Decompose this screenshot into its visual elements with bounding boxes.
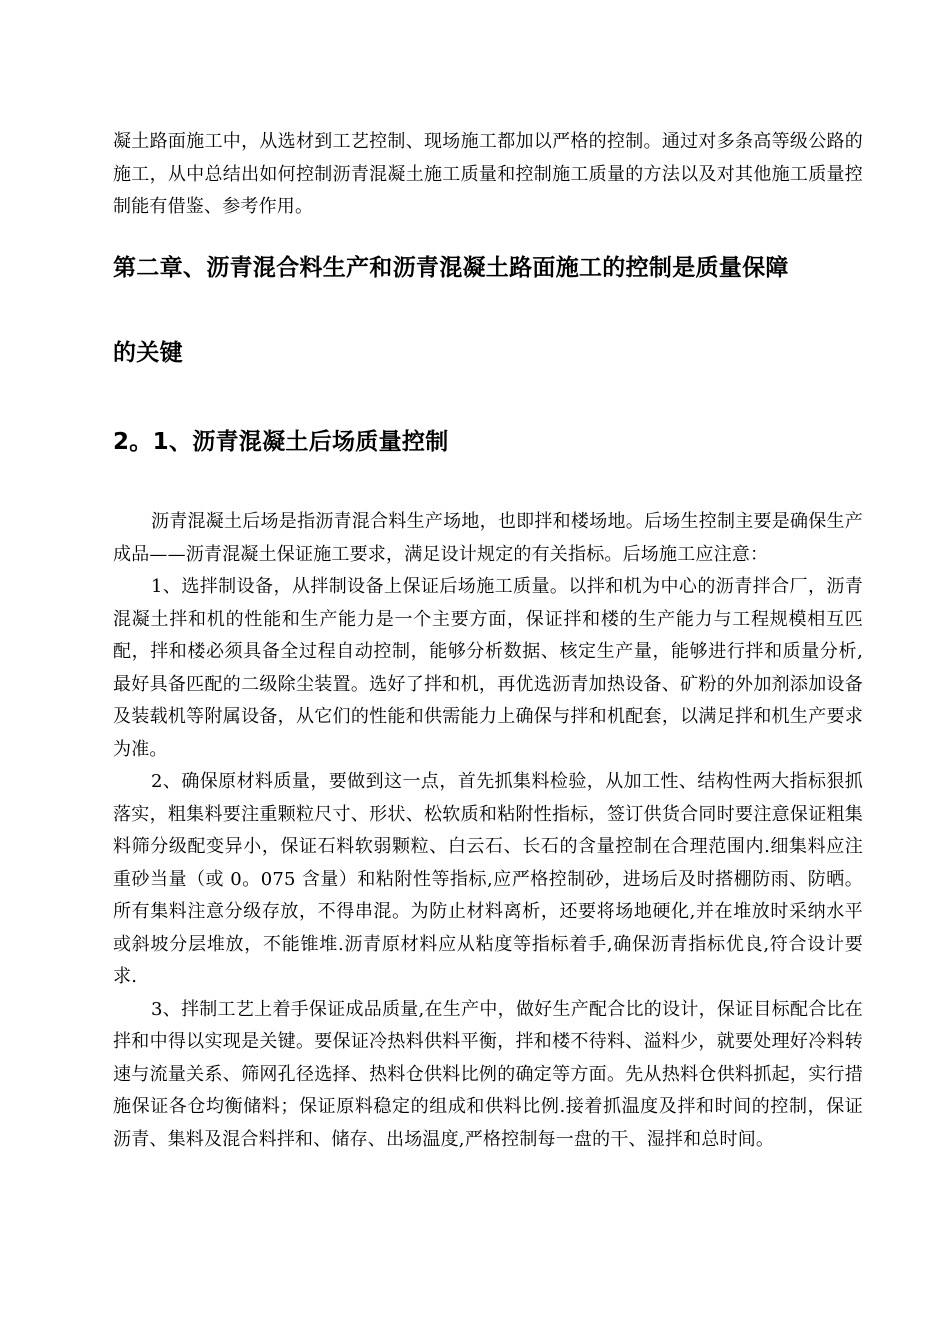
body-paragraph-1: 沥青混凝土后场是指沥青混合料生产场地，也即拌和楼场地。后场生控制主要是确保生产成品——沥青混凝土保证施工要求，满足设计规定的有关指标。后场施工应注意： [113, 511, 863, 565]
chapter-heading [113, 226, 863, 396]
chapter-heading-line-2: 的关键 [113, 340, 183, 366]
body-paragraph-3: 2、确保原材料质量，要做到这一点，首先抓集料检验，从加工性、结构性两大指标狠抓落实，粗集料要注重颗粒尺寸、形状、松软质和粘附性指标，签订供货合同时要注意保证粗集料筛分级配变异小，保证石料软弱颗粒、白云石、长石的含量控制在合理范围内.细集料应注重砂当量（或 0。075 含量）和粘附性等指标,应严格控制砂，进场后及时搭棚防雨、防晒。所有集料注意分级存放，不得串混。为防止材料离析，还要将场地硬化,并在堆放时采纳水平或斜坡分层堆放，不能锥堆.沥青原材料应从粘度等指标着手,确保沥青指标优良,符合设计要求. [113, 771, 863, 987]
body-paragraph-4: 3、拌制工艺上着手保证成品质量,在生产中，做好生产配合比的设计，保证目标配合比在拌和中得以实现是关键。要保证冷热料供料平衡，拌和楼不待料、溢料少，就要处理好冷料转速与流量关系、筛网孔径选择、热料仓供料比例的确定等方面。先从热料仓供料抓起，实行措施保证各仓均衡储料；保证原料稳定的组成和供料比例.接着抓温度及拌和时间的控制，保证沥青、集料及混合料拌和、储存、出场温度,严格控制每一盘的干、湿拌和总时间。 [113, 998, 863, 1150]
body-block [113, 506, 863, 1156]
chapter-heading-line-1: 第二章、沥青混合料生产和沥青混凝土路面施工的控制是质量保障 [113, 255, 789, 281]
intro-block [113, 126, 863, 224]
section-heading-title: 2。1、沥青混凝土后场质量控制 [113, 429, 449, 455]
body-paragraph-2: 1、选拌制设备，从拌制设备上保证后场施工质量。以拌和机为中心的沥青拌合厂，沥青混凝土拌和机的性能和生产能力是一个主要方面，保证拌和楼的生产能力与工程规模相互匹配，拌和楼必须具备全过程自动控制，能够分析数据、核定生产量，能够进行拌和质量分析,最好具备匹配的二级除尘装置。选好了拌和机，再优选沥青加热设备、矿粉的外加剂添加设备及装载机等附属设备，从它们的性能和供需能力上确保与拌和机配套，以满足拌和机生产要求为准。 [113, 576, 863, 760]
section-heading [113, 426, 863, 458]
intro-paragraph: 凝土路面施工中，从选材到工艺控制、现场施工都加以严格的控制。通过对多条高等级公路的施工，从中总结出如何控制沥青混凝土施工质量和控制施工质量的方法以及对其他施工质量控制能有借鉴、参考作用。 [113, 131, 863, 217]
